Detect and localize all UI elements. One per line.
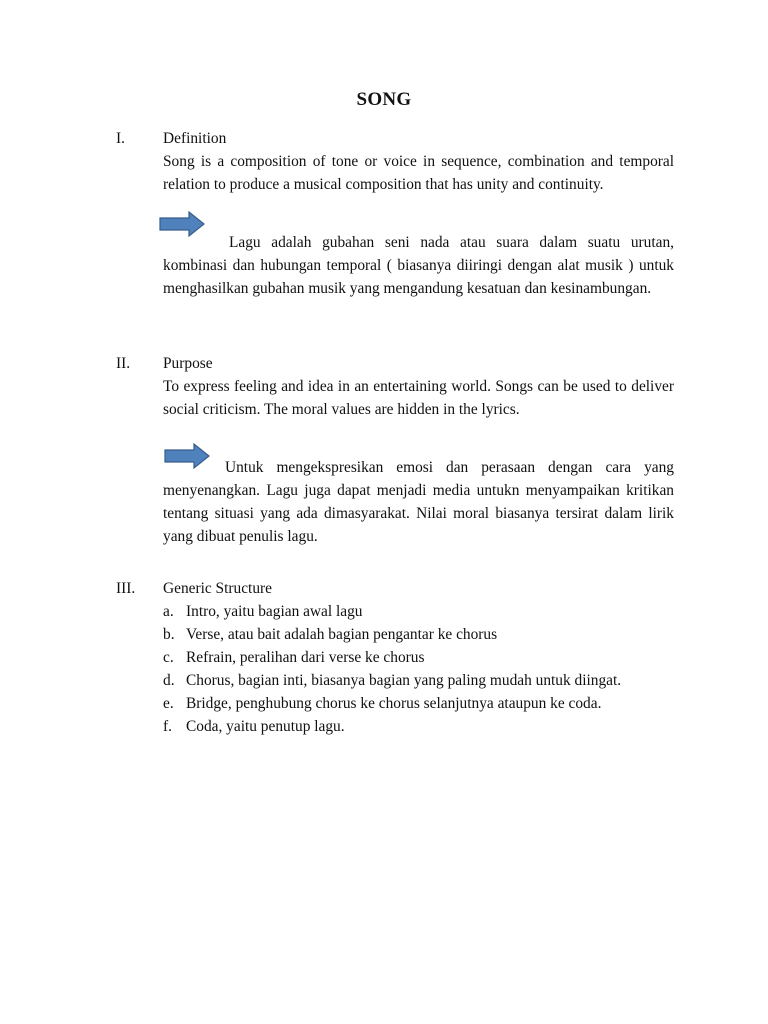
section-heading: Purpose xyxy=(163,355,213,372)
section-number: II. xyxy=(116,355,131,372)
english-paragraph: Song is a composition of tone or voice in sequence, combination and temporal relation to produce a musical composition that has unity and continuity. xyxy=(163,153,674,193)
structure-list xyxy=(163,600,674,738)
section-generic-structure xyxy=(116,577,676,738)
english-paragraph: To express feeling and idea in an entertaining world. Songs can be used to deliver social criticism. The moral values are hidden in the lyrics. xyxy=(163,378,674,418)
list-item xyxy=(163,692,674,715)
item-label: b. xyxy=(163,626,175,643)
list-item xyxy=(163,669,674,692)
section-definition xyxy=(116,127,676,300)
item-label: a. xyxy=(163,603,174,620)
section-body xyxy=(163,352,674,548)
item-label: c. xyxy=(163,649,174,666)
item-label: f. xyxy=(163,718,172,735)
item-text: Coda, yaitu penutup lagu. xyxy=(186,718,345,735)
translation-block xyxy=(163,456,674,548)
item-text: Chorus, bagian inti, biasanya bagian yang paling mudah untuk diingat. xyxy=(186,672,622,689)
section-number: I. xyxy=(116,130,125,147)
section-purpose xyxy=(116,352,676,548)
section-number: III. xyxy=(116,580,136,597)
section-body xyxy=(163,127,674,300)
item-text: Verse, atau bait adalah bagian pengantar ke chorus xyxy=(186,626,498,643)
list-item xyxy=(163,623,674,646)
translation-paragraph: Untuk mengekspresikan emosi dan perasaan dengan cara yang menyenangkan. Lagu juga dapat menjadi media untukn menyampaikan kritikan tentang situasi yang ada dimasyarakat. Nilai moral biasanya tersirat dalam lirik yang dibuat penulis lagu. xyxy=(163,459,674,545)
item-text: Intro, yaitu bagian awal lagu xyxy=(186,603,363,620)
section-heading: Generic Structure xyxy=(163,580,272,597)
right-arrow-icon xyxy=(159,211,205,237)
item-label: e. xyxy=(163,695,174,712)
section-heading: Definition xyxy=(163,130,227,147)
item-text: Bridge, penghubung chorus ke chorus selanjutnya ataupun ke coda. xyxy=(186,695,602,712)
translation-paragraph: Lagu adalah gubahan seni nada atau suara dalam suatu urutan, kombinasi dan hubungan temporal ( biasanya diiringi dengan alat musik ) untuk menghasilkan gubahan musik yang mengandung kesatuan dan kesinambungan. xyxy=(163,234,674,297)
right-arrow-icon xyxy=(158,443,216,469)
list-item xyxy=(163,715,674,738)
document-title: SONG xyxy=(356,89,412,110)
item-label: d. xyxy=(163,672,175,689)
list-item xyxy=(163,646,674,669)
item-text: Refrain, peralihan dari verse ke chorus xyxy=(186,649,425,666)
translation-block xyxy=(163,231,674,300)
list-item xyxy=(163,600,674,623)
section-body xyxy=(163,577,674,738)
